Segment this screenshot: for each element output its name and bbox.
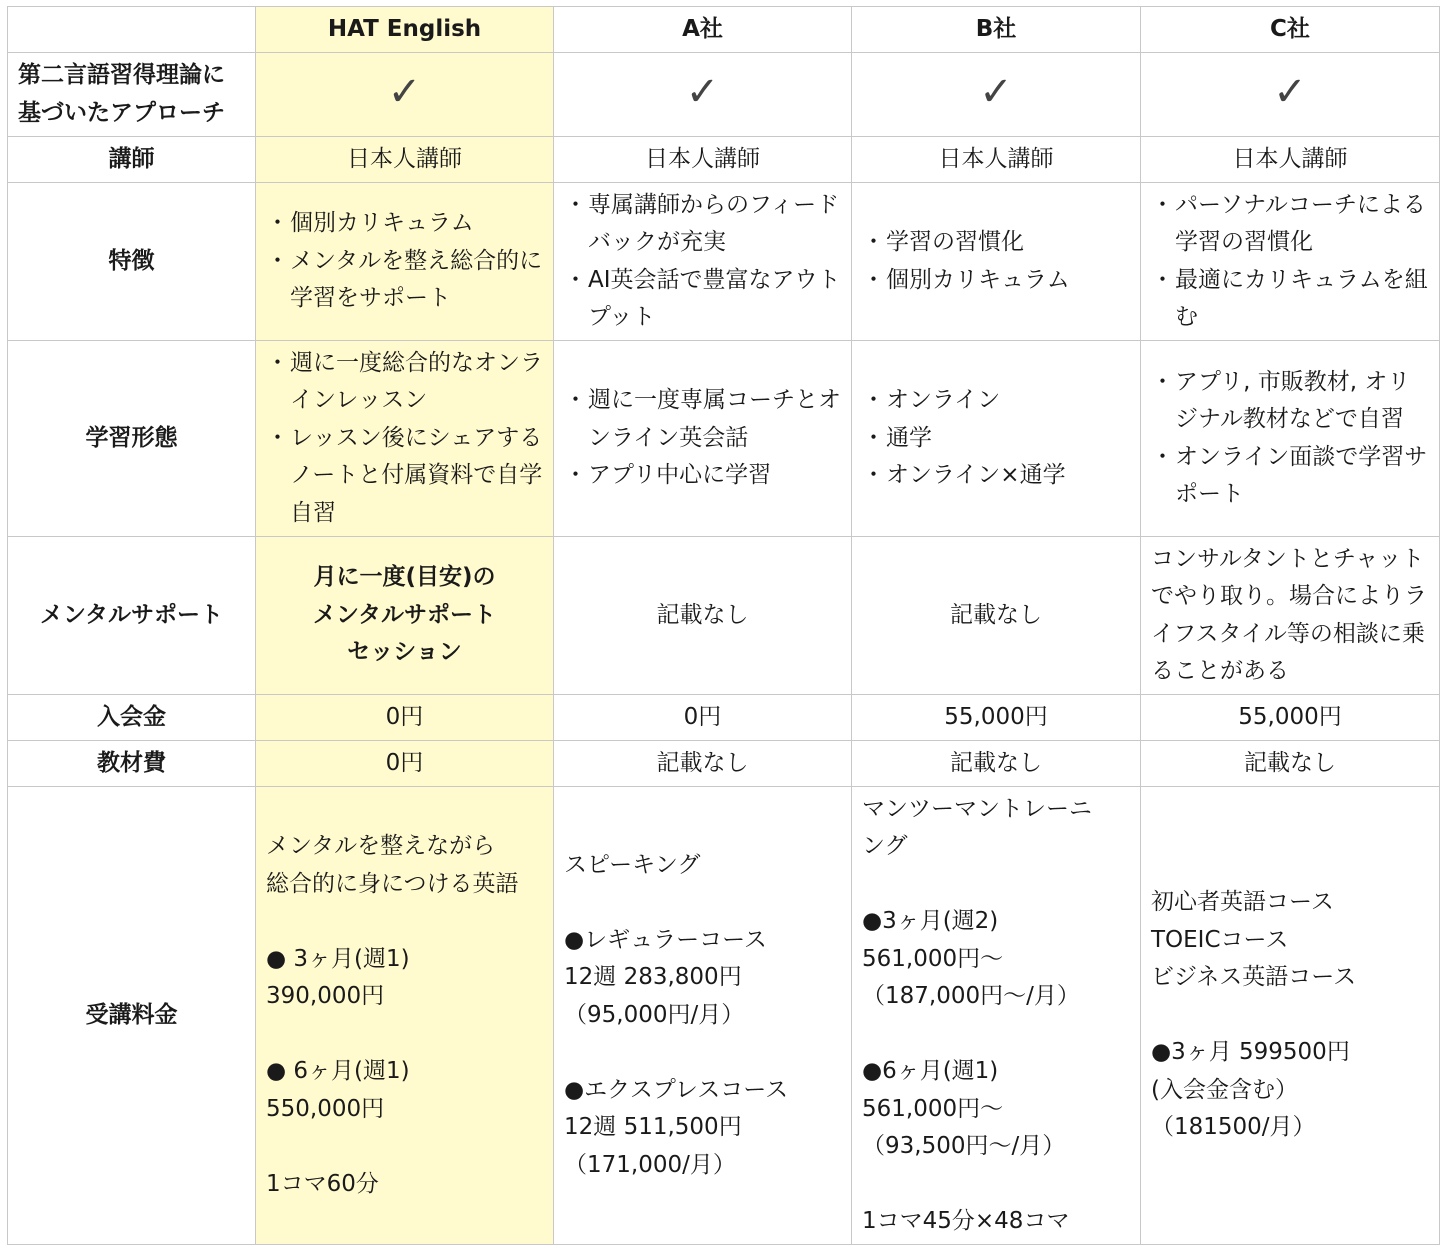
list-item: ・ 週に一度総合的なオンラインレッスン <box>266 345 543 420</box>
tuition-plan-name: ●3ヶ月 599500円 <box>1151 1039 1350 1066</box>
row-label-material-fee: 教材費 <box>8 741 256 787</box>
list-item: ・ 個別カリキュラム <box>266 205 543 243</box>
check-icon: ✓ <box>685 68 720 115</box>
tuition-plan-note: (入会金含む） <box>1151 1076 1298 1103</box>
approach-c <box>1141 53 1440 137</box>
tuition-plan-price: 390,000円 <box>266 983 385 1009</box>
row-label-approach-line2: 基づいたアプローチ <box>18 99 225 126</box>
row-label-features: 特徴 <box>8 183 256 341</box>
entry-fee-b: 55,000円 <box>852 695 1141 741</box>
header-company-b: B社 <box>852 7 1141 53</box>
tuition-plan-price: 12週 511,500円 <box>564 1114 742 1141</box>
row-approach <box>8 53 1440 137</box>
material-fee-c: 記載なし <box>1141 741 1440 787</box>
row-label-mental: メンタルサポート <box>8 537 256 695</box>
teacher-b: 日本人講師 <box>852 137 1141 183</box>
list-item: ・ 学習の習慣化 <box>862 224 1130 262</box>
list-item: ・ レッスン後にシェアするノートと付属資料で自学自習 <box>266 420 543 533</box>
material-fee-hat: 0円 <box>256 741 554 787</box>
header-company-c: C社 <box>1141 7 1440 53</box>
row-features <box>8 183 1440 341</box>
teacher-hat: 日本人講師 <box>256 137 554 183</box>
entry-fee-hat: 0円 <box>256 695 554 741</box>
header-hat-english: HAT English <box>256 7 554 53</box>
teacher-c: 日本人講師 <box>1141 137 1440 183</box>
row-label-approach-line1: 第二言語習得理論に <box>18 62 225 88</box>
list-item: ・ オンライン <box>862 382 1130 420</box>
mental-c: コンサルタントとチャットでやり取り。場合によりライフスタイル等の相談に乗ることがある <box>1141 537 1440 695</box>
tuition-course: ビジネス英語コース <box>1151 964 1357 991</box>
row-label-tuition: 受講料金 <box>8 787 256 1245</box>
tuition-plan-month: （187,000円〜/月） <box>862 983 1080 1009</box>
header-row <box>8 7 1440 53</box>
tuition-hat <box>256 787 554 1245</box>
row-label-teacher: 講師 <box>8 137 256 183</box>
tuition-plan-name: ●3ヶ月(週2) <box>862 908 999 934</box>
tuition-plan-month: （171,000/月） <box>564 1151 736 1178</box>
row-style <box>8 341 1440 537</box>
mental-b: 記載なし <box>852 537 1141 695</box>
tuition-text: 総合的に身につける英語 <box>266 870 519 897</box>
header-company-a: A社 <box>554 7 852 53</box>
mental-a: 記載なし <box>554 537 852 695</box>
row-tuition <box>8 787 1440 1245</box>
tuition-plan-price: 550,000円 <box>266 1095 385 1122</box>
row-label-approach <box>8 53 256 137</box>
list-item: ・ 個別カリキュラム <box>862 262 1130 300</box>
entry-fee-a: 0円 <box>554 695 852 741</box>
tuition-a <box>554 787 852 1245</box>
style-b <box>852 341 1141 537</box>
list-item: ・ 専属講師からのフィードバックが充実 <box>564 187 841 262</box>
approach-hat <box>256 53 554 137</box>
check-icon: ✓ <box>979 68 1013 115</box>
row-label-style: 学習形態 <box>8 341 256 537</box>
mental-hat-line1: 月に一度(目安)の <box>313 564 496 591</box>
tuition-b <box>852 787 1141 1245</box>
tuition-course: 初心者英語コース <box>1151 889 1334 916</box>
list-item: ・ オンライン面談で学習サポート <box>1151 439 1429 514</box>
list-item: ・ オンライン×通学 <box>862 457 1130 495</box>
row-teacher <box>8 137 1440 183</box>
tuition-plan-price: 12週 283,800円 <box>564 964 742 991</box>
tuition-plan-month: （95,000円/月） <box>564 1001 745 1028</box>
list-item: ・ メンタルを整え総合的に学習をサポート <box>266 243 543 318</box>
tuition-plan-price: 561,000円〜 <box>862 945 1004 972</box>
header-corner <box>8 7 256 53</box>
list-item: ・ AI英会話で豊富なアウトプット <box>564 262 841 337</box>
tuition-text: スピーキング <box>564 851 701 878</box>
teacher-a: 日本人講師 <box>554 137 852 183</box>
tuition-plan-price: 561,000円〜 <box>862 1095 1004 1122</box>
comparison-table <box>7 6 1440 1245</box>
features-a <box>554 183 852 341</box>
style-hat <box>256 341 554 537</box>
mental-hat-line3: セッション <box>347 639 462 666</box>
material-fee-b: 記載なし <box>852 741 1141 787</box>
features-c <box>1141 183 1440 341</box>
tuition-plan-name: ● 6ヶ月(週1) <box>266 1058 410 1084</box>
list-item: ・ アプリ中心に学習 <box>564 457 841 495</box>
mental-hat-line2: メンタルサポート <box>312 601 497 628</box>
tuition-plan-name: ●レギュラーコース <box>564 926 767 953</box>
entry-fee-c: 55,000円 <box>1141 695 1440 741</box>
tuition-text: ング <box>862 833 908 859</box>
list-item: ・ 通学 <box>862 420 1130 458</box>
tuition-plan-month: （181500/月） <box>1151 1114 1316 1141</box>
tuition-plan-name: ●エクスプレスコース <box>564 1076 789 1103</box>
check-icon: ✓ <box>387 68 422 115</box>
row-mental <box>8 537 1440 695</box>
check-icon: ✓ <box>1273 68 1307 115</box>
tuition-note: 1コマ60分 <box>266 1170 379 1197</box>
list-item: ・ 週に一度専属コーチとオンライン英会話 <box>564 382 841 457</box>
tuition-plan-name: ● 3ヶ月(週1) <box>266 945 410 972</box>
list-item: ・ パーソナルコーチによる学習の習慣化 <box>1151 187 1429 262</box>
material-fee-a: 記載なし <box>554 741 852 787</box>
tuition-text: メンタルを整えながら <box>266 833 496 859</box>
tuition-course: TOEICコース <box>1151 926 1289 953</box>
approach-a <box>554 53 852 137</box>
tuition-plan-name: ●6ヶ月(週1) <box>862 1058 999 1084</box>
list-item: ・ 最適にカリキュラムを組む <box>1151 262 1429 337</box>
row-entry-fee <box>8 695 1440 741</box>
features-hat <box>256 183 554 341</box>
tuition-note: 1コマ45分×48コマ <box>862 1208 1070 1234</box>
row-material-fee <box>8 741 1440 787</box>
tuition-plan-month: （93,500円〜/月） <box>862 1133 1066 1159</box>
style-c <box>1141 341 1440 537</box>
tuition-text: マンツーマントレーニ <box>862 795 1092 822</box>
style-a <box>554 341 852 537</box>
list-item: ・ アプリ, 市販教材, オリジナル教材などで自習 <box>1151 364 1429 439</box>
approach-b <box>852 53 1141 137</box>
features-b <box>852 183 1141 341</box>
mental-hat <box>256 537 554 695</box>
tuition-c <box>1141 787 1440 1245</box>
row-label-entry-fee: 入会金 <box>8 695 256 741</box>
